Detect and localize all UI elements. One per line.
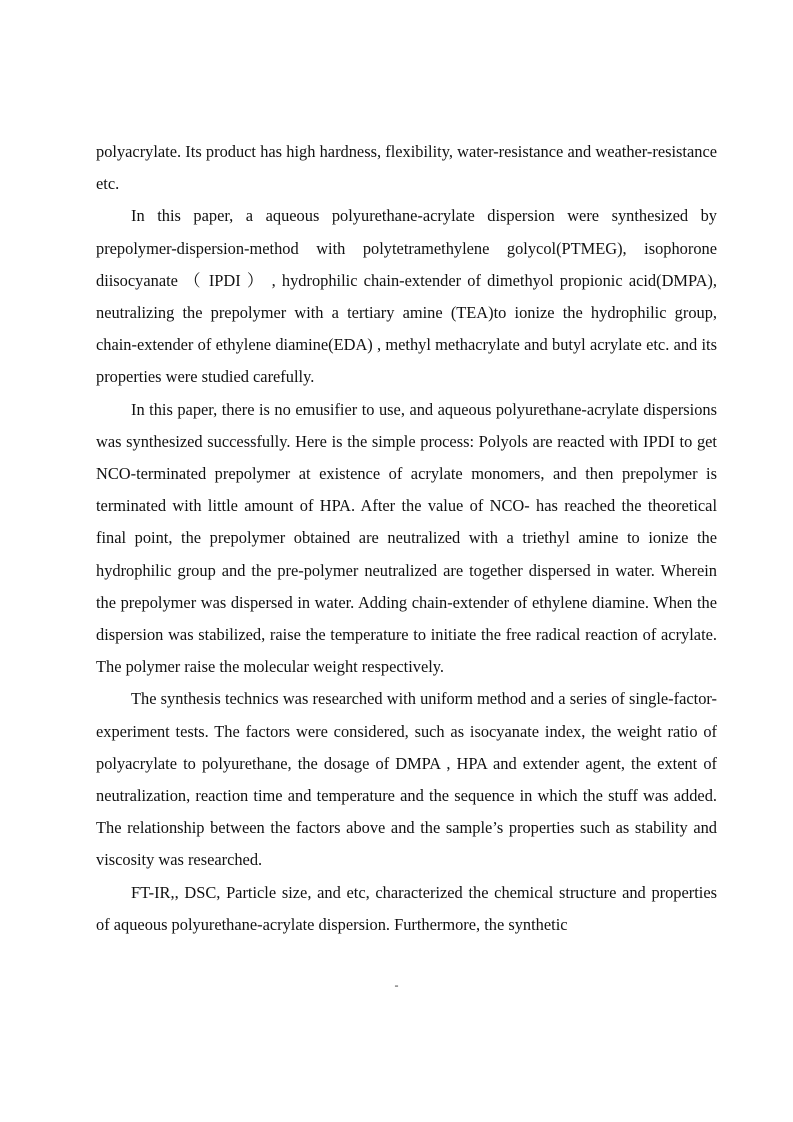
paragraph-continuation: polyacrylate. Its product has high hardness, flexibility, water-resistance and weather-resistance etc. — [96, 142, 717, 194]
paragraph-technics: The synthesis technics was researched with uniform method and a series of single-factor-experiment tests. The factors were considered, such as isocyanate index, the weight ratio of polyacrylate to polyurethane, the dosage of DMPA , HPA and extender agent, the extent of neutralization, reaction time and temperature and the sequence in which the stuff was added. The relationship between the factors above and the sample’s properties such as stability and viscosity was researched. — [96, 689, 717, 870]
paragraph-process: In this paper, there is no emusifier to use, and aqueous polyurethane-acrylate dispersions was synthesized successfully. Here is the simple process: Polyols are reacted with IPDI to get NCO-terminated prepolymer at existence of acrylate monomers, and then prepolymer is terminated with little amount of HPA. After the value of NCO- has reached the theoretical final point, the prepolymer obtained are neutralized with a triethyl amine to ionize the hydrophilic group and the pre-polymer neutralized are together dispersed in water. Wherein the prepolymer was dispersed in water. Adding chain-extender of ethylene diamine. When the dispersion was stabilized, raise the temperature to initiate the free radical reaction of acrylate. The polymer raise the molecular weight respectively. — [96, 399, 717, 677]
paragraph-synthesis-overview: In this paper, a aqueous polyurethane-acrylate dispersion were synthesized by prepolymer-dispersion-method with polytetramethylene golycol(PTMEG), isophorone diisocyanate （ IPDI ） , hydrophilic chain-extender of dimethyol propionic acid(DMPA), neutralizing the prepolymer with a tertiary amine (TEA)to ionize the hydrophilic group, chain-extender of ethylene diamine(EDA) , methyl methacrylate and butyl acrylate etc. and its properties were studied carefully. — [96, 206, 717, 387]
paragraph-characterization: FT-IR,, DSC, Particle size, and etc, characterized the chemical structure and properties of aqueous polyurethane-acrylate dispersion. Furthermore, the synthetic — [96, 882, 717, 934]
page-number-marker: - — [394, 978, 399, 992]
document-body — [96, 136, 717, 941]
